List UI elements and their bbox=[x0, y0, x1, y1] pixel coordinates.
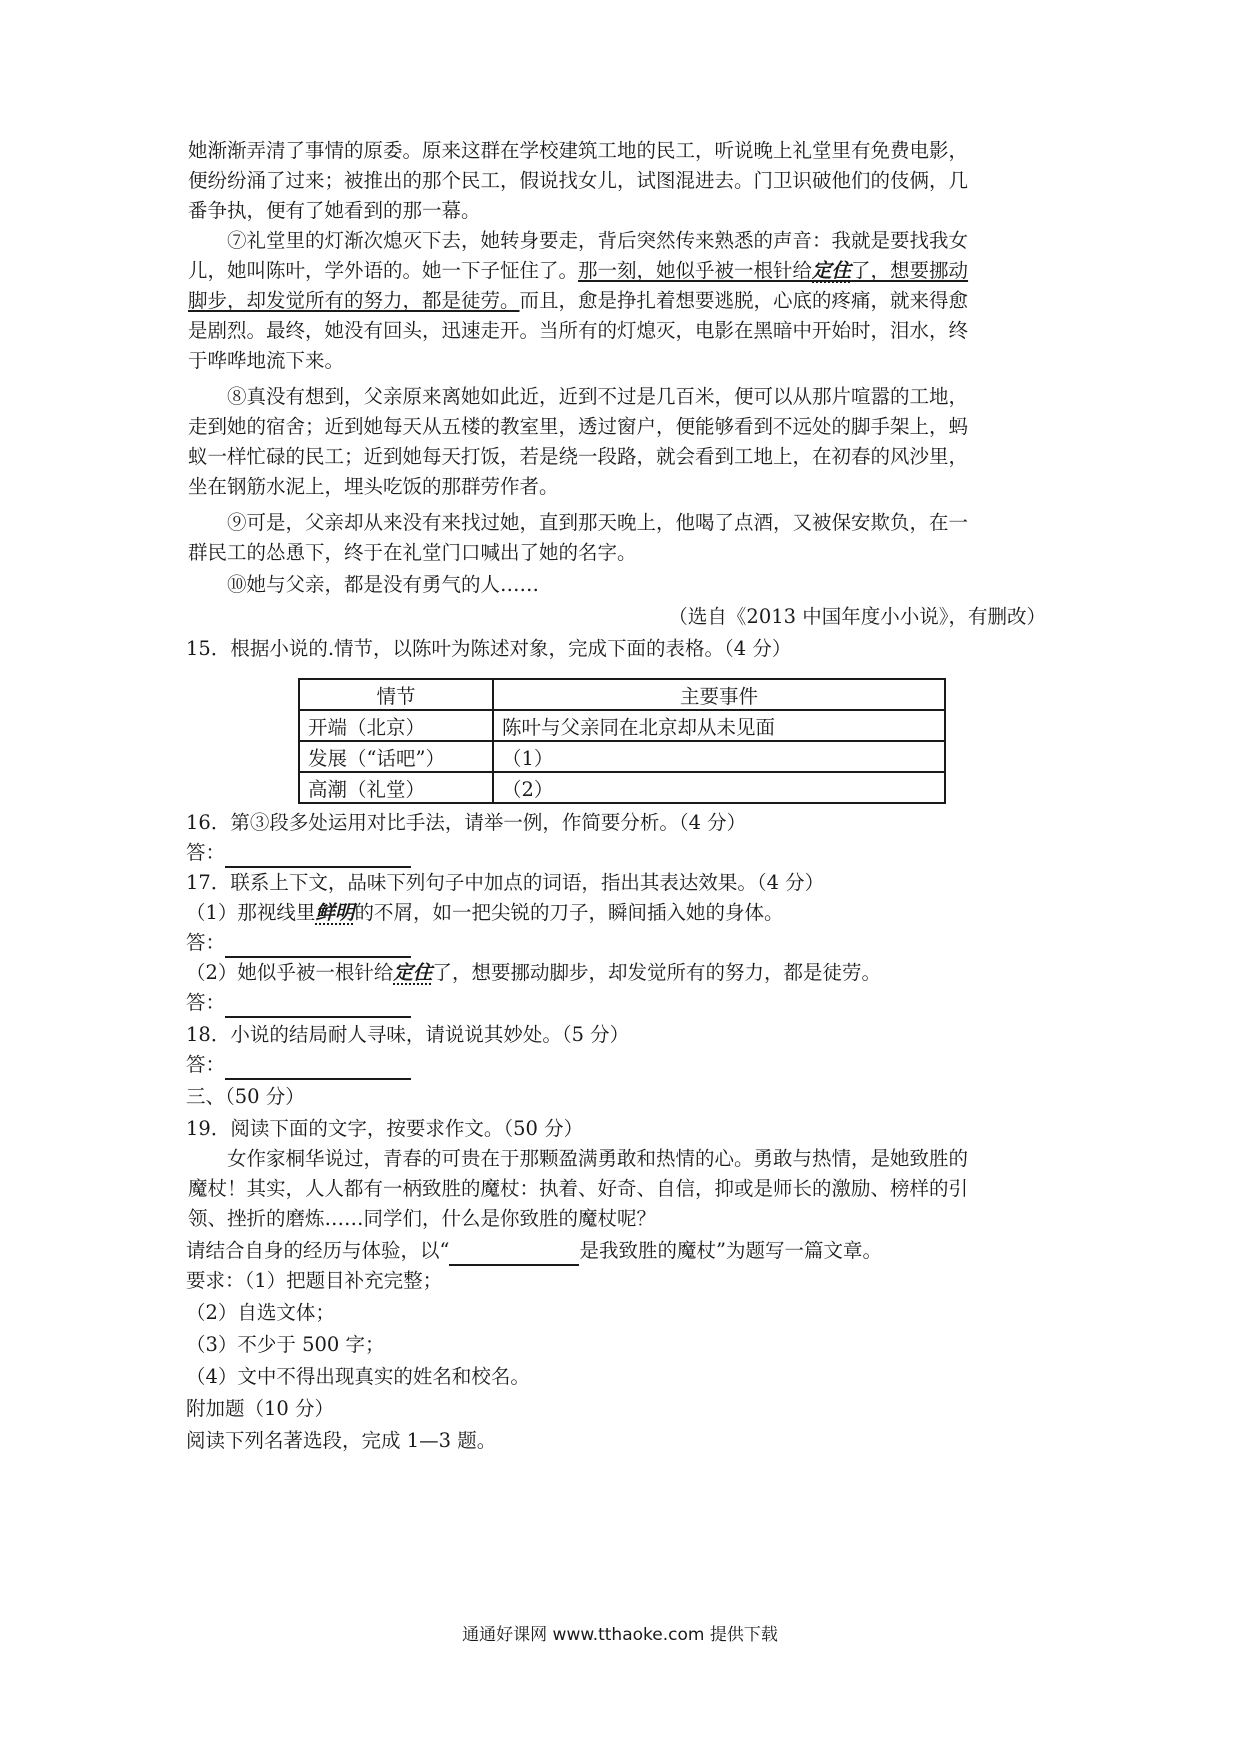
passage-text: 而且，愈是挣扎着想要逃脱，心底的疼痛，就来得愈 bbox=[519, 289, 969, 312]
requirement: （2）自选文体； bbox=[186, 1301, 335, 1324]
question-17-sentence-1 bbox=[186, 898, 783, 928]
underlined-sentence bbox=[578, 259, 968, 282]
underlined-text: 了，想要挪动 bbox=[851, 259, 969, 282]
title-blank[interactable] bbox=[449, 1242, 579, 1266]
table-header-row bbox=[299, 679, 945, 710]
question-17: 17．联系上下文，品味下列句子中加点的词语，指出其表达效果。（4 分） bbox=[186, 871, 825, 894]
answer-label: 答： bbox=[186, 991, 226, 1014]
table-row bbox=[299, 710, 945, 741]
prompt-line: 领、挫折的磨炼……同学们，什么是你致胜的魔杖呢？ bbox=[188, 1207, 657, 1230]
answer-label: 答： bbox=[186, 931, 226, 954]
passage-line bbox=[188, 256, 968, 286]
table-cell: （1） bbox=[493, 741, 945, 772]
requirement: （3）不少于 500 字； bbox=[186, 1333, 385, 1356]
passage-line: 是剧烈。最终，她没有回头，迅速走开。当所有的灯熄灭，电影在黑暗中开始时，泪水，终 bbox=[188, 319, 969, 342]
sentence-text: 了，想要挪动脚步，却发觉所有的努力，都是徒劳。 bbox=[432, 961, 881, 984]
answer-blank[interactable] bbox=[225, 844, 411, 868]
passage-line: 她渐渐弄清了事情的原委。原来这群在学校建筑工地的民工，听说晚上礼堂里有免费电影， bbox=[188, 139, 969, 162]
prompt-line: 女作家桐华说过，青春的可贵在于那颗盈满勇敢和热情的心。勇敢与热情，是她致胜的 bbox=[227, 1147, 969, 1170]
bonus-instruction: 阅读下列名著选段，完成 1—3 题。 bbox=[186, 1429, 497, 1452]
answer-line bbox=[186, 1050, 411, 1080]
passage-line: 于哗哗地流下来。 bbox=[188, 349, 345, 372]
dotted-emphasis-word: 鲜明 bbox=[315, 901, 355, 924]
answer-blank[interactable] bbox=[225, 1056, 411, 1080]
answer-label: 答： bbox=[186, 841, 226, 864]
prompt-text: 请结合自身的经历与体验，以“ bbox=[186, 1239, 450, 1262]
table-cell: 开端（北京） bbox=[299, 710, 493, 741]
underlined-text: 那一刻，她似乎被一根针给 bbox=[578, 259, 813, 282]
table-row bbox=[299, 741, 945, 772]
table-header: 情节 bbox=[299, 679, 493, 710]
question-18: 18．小说的结局耐人寻味，请说说其妙处。（5 分） bbox=[186, 1023, 630, 1046]
answer-blank[interactable] bbox=[225, 934, 411, 958]
answer-blank[interactable] bbox=[225, 994, 411, 1018]
table-header: 主要事件 bbox=[493, 679, 945, 710]
answer-line bbox=[186, 928, 411, 958]
passage-line: ⑦礼堂里的灯渐次熄灭下去，她转身要走，背后突然传来熟悉的声音：我就是要找我女 bbox=[227, 229, 969, 252]
question-15: 15．根据小说的.情节，以陈叶为陈述对象，完成下面的表格。（4 分） bbox=[186, 637, 792, 660]
section-heading: 三、（50 分） bbox=[186, 1085, 305, 1108]
answer-label: 答： bbox=[186, 1053, 226, 1076]
plot-table bbox=[298, 678, 946, 804]
question-16: 16．第③段多处运用对比手法，请举一例，作简要分析。（4 分） bbox=[186, 811, 747, 834]
underlined-sentence: 脚步，却发觉所有的努力，都是徒劳。 bbox=[188, 289, 520, 312]
passage-line: 便纷纷涌了过来；被推出的那个民工，假说找女儿，试图混进去。门卫识破他们的伎俩，几 bbox=[188, 169, 969, 192]
passage-line: 群民工的怂恿下，终于在礼堂门口喊出了她的名字。 bbox=[188, 541, 637, 564]
table-row bbox=[299, 772, 945, 803]
requirement: 要求：（1）把题目补充完整； bbox=[186, 1269, 443, 1292]
answer-line bbox=[186, 838, 411, 868]
passage-line: ⑩她与父亲，都是没有勇气的人…… bbox=[227, 573, 540, 596]
passage-line: 走到她的宿舍；近到她每天从五楼的教室里，透过窗户，便能够看到不远处的脚手架上，蚂 bbox=[188, 415, 969, 438]
table-cell: （2） bbox=[493, 772, 945, 803]
passage-line: 蚁一样忙碌的民工；近到她每天打饭，若是绕一段路，就会看到工地上，在初春的风沙里， bbox=[188, 445, 969, 468]
question-19: 19．阅读下面的文字，按要求作文。（50 分） bbox=[186, 1117, 584, 1140]
passage-line bbox=[188, 286, 968, 316]
question-17-sentence-2 bbox=[186, 958, 881, 988]
sentence-text: （1）那视线里 bbox=[186, 901, 316, 924]
prompt-line: 魔杖！其实，人人都有一柄致胜的魔杖：执着、好奇、自信，抑或是师长的激励、榜样的引 bbox=[188, 1177, 969, 1200]
passage-line: 坐在钢筋水泥上，埋头吃饭的那群劳作者。 bbox=[188, 475, 559, 498]
passage-line: ⑧真没有想到，父亲原来离她如此近，近到不过是几百米，便可以从那片喧嚣的工地， bbox=[227, 385, 969, 408]
dotted-emphasis-word: 定住 bbox=[812, 259, 852, 282]
answer-line bbox=[186, 988, 411, 1018]
table-cell: 发展（“话吧”） bbox=[299, 741, 493, 772]
prompt-text: 是我致胜的魔杖”为题写一篇文章。 bbox=[579, 1239, 882, 1262]
sentence-text: 的不屑，如一把尖锐的刀子，瞬间插入她的身体。 bbox=[354, 901, 784, 924]
sentence-text: （2）她似乎被一根针给 bbox=[186, 961, 394, 984]
dotted-emphasis-word: 定住 bbox=[393, 961, 433, 984]
bonus-heading: 附加题（10 分） bbox=[186, 1397, 335, 1420]
passage-line: 番争执，便有了她看到的那一幕。 bbox=[188, 199, 481, 222]
essay-title-prompt bbox=[186, 1236, 882, 1266]
table-cell: 陈叶与父亲同在北京却从未见面 bbox=[493, 710, 945, 741]
source-citation: （选自《2013 中国年度小小说》，有删改） bbox=[668, 605, 1046, 628]
page-footer: 通通好课网 www.tthaoke.com 提供下载 bbox=[462, 1625, 778, 1645]
table-cell: 高潮（礼堂） bbox=[299, 772, 493, 803]
passage-line: ⑨可是，父亲却从来没有来找过她，直到那天晚上，他喝了点酒，又被保安欺负，在一 bbox=[227, 511, 969, 534]
passage-text: 儿，她叫陈叶，学外语的。她一下子怔住了。 bbox=[188, 259, 579, 282]
requirement: （4）文中不得出现真实的姓名和校名。 bbox=[186, 1365, 530, 1388]
